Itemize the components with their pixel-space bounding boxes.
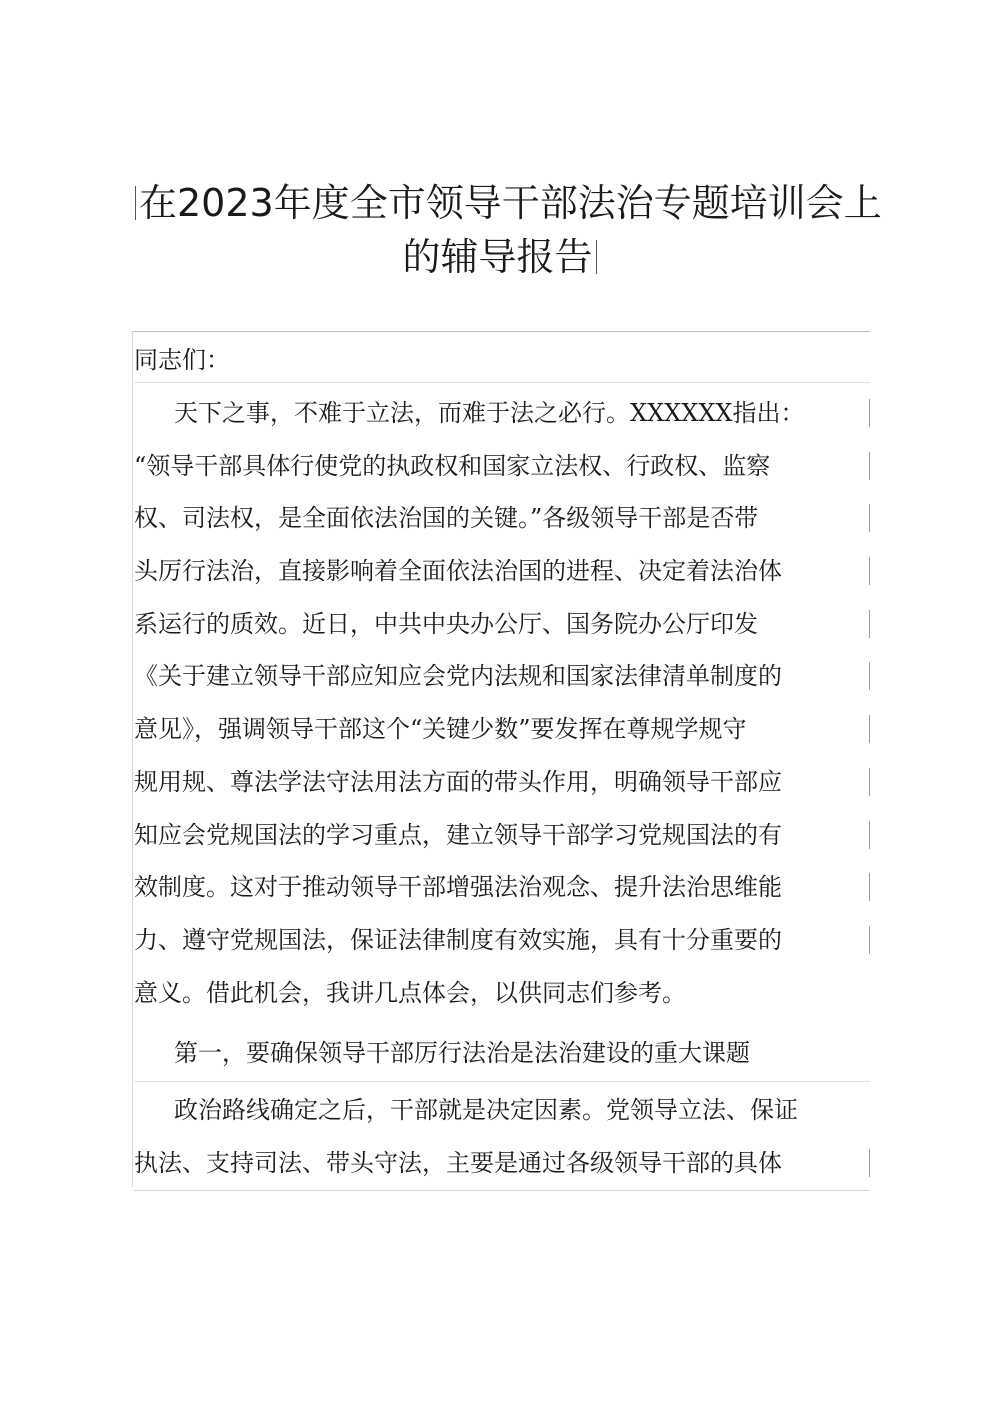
paragraph-line: 权、司法权，是全面依法治国的关键。”各级领导干部是否带 [134,492,870,545]
paragraph-line: 《关于建立领导干部应知应会党内法规和国家法律清单制度的 [134,650,870,703]
paragraph-line: 执法、支持司法、带头守法，主要是通过各级领导干部的具体 [134,1137,870,1190]
text-frame-left-edge [132,331,133,1187]
paragraph-line: 天下之事，不难于立法，而难于法之必行。XXXXXX指出： [134,387,870,440]
top-divider [132,331,870,332]
document-body [134,338,870,1191]
section-heading-1: 第一，要确保领导干部厉行法治是法治建设的重大课题 [134,1025,870,1082]
paragraph-line: 意见》，强调领导干部这个“关键少数”要发挥在尊规学规守 [134,703,870,756]
title-line-2-text: 的辅导报告 [402,235,593,279]
paragraph-1 [134,387,870,1019]
paragraph-line: 效制度。这对于推动领导干部增强法治观念、提升法治思维能 [134,861,870,914]
paragraph-line: “领导干部具体行使党的执政权和国家立法权、行政权、监察 [134,440,870,493]
title-line-1 [132,176,882,230]
paragraph-line: 意义。借此机会，我讲几点体会，以供同志们参考。 [134,978,686,1007]
paragraph-line: 头厉行法治，直接影响着全面依法治国的进程、决定着法治体 [134,545,870,598]
paragraph-line: 知应会党规国法的学习重点，建立领导干部学习党规国法的有 [134,809,870,862]
salutation: 同志们： [134,338,870,383]
title-line-2 [132,230,870,284]
document-title [132,176,882,284]
title-line-1-text: 在2023年度全市领导干部法治专题培训会上 [139,181,882,225]
edit-mark [135,186,136,220]
edit-mark [596,240,597,274]
paragraph-line: 力、遵守党规国法，保证法律制度有效实施，具有十分重要的 [134,914,870,967]
paragraph-line: 政治路线确定之后，干部就是决定因素。党领导立法、保证 [174,1096,798,1125]
paragraph-2 [134,1084,870,1190]
paragraph-line: 规用规、尊法学法守法用法方面的带头作用，明确领导干部应 [134,756,870,809]
paragraph-line: 系运行的质效。近日，中共中央办公厅、国务院办公厅印发 [134,598,870,651]
